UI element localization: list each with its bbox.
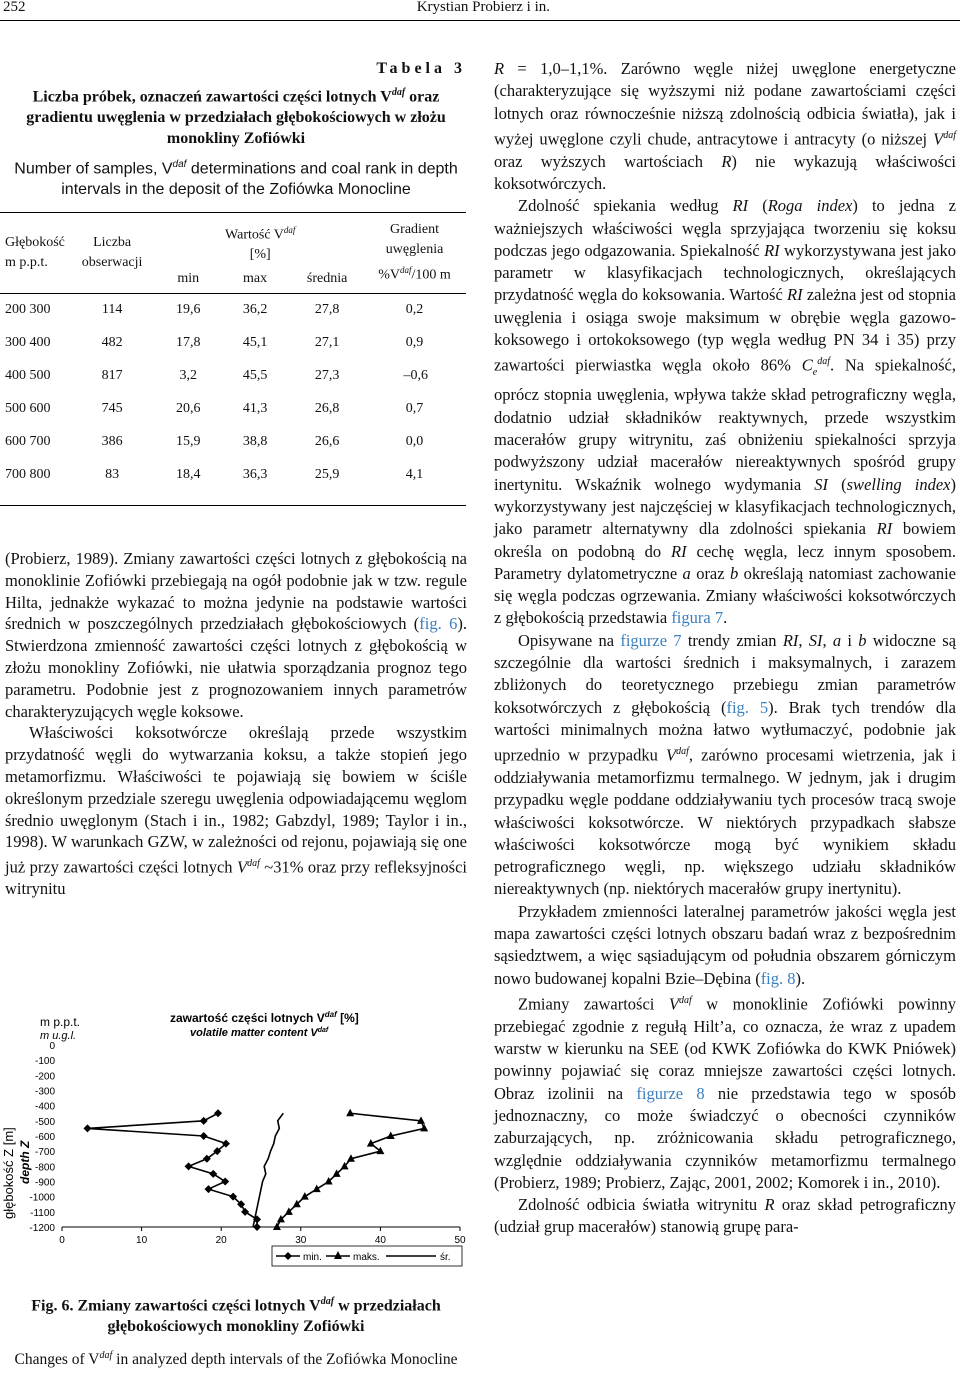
fig-7-link[interactable]: figura 7 <box>671 608 724 628</box>
table-row: 300 400 482 17,8 45,1 27,1 0,9 <box>5 334 424 350</box>
y-tick-label: 0 <box>49 1041 55 1052</box>
x-tick-label: 50 <box>454 1235 466 1246</box>
data-point-max <box>376 1147 384 1155</box>
y-tick-label: -600 <box>34 1132 55 1143</box>
table-caption-en: Number of samples, $V^{daf}$ determinations and coal rank in depth intervals in the deposit of the Zofiówka Monocline <box>14 159 458 199</box>
y-tick-label: -300 <box>34 1086 55 1098</box>
series-line-r <box>253 1113 283 1227</box>
data-point-min <box>83 1124 91 1132</box>
y-tick-label: -900 <box>34 1177 55 1189</box>
data-point-min <box>241 1208 249 1216</box>
y-tick-label: -100 <box>34 1056 55 1068</box>
paragraph: Przykładem zmienności lateralnej parametrów jakości węgla jest mapa zawartości części lotnych obszaru badań wraz z bezpośrednim sąsiedztwem, a więc sąsiadującym od południa obszarem górniczym nowo budowanej kopalni Bzie–Dębina (fig. 8). <box>494 901 956 988</box>
data-point-min <box>221 1178 229 1186</box>
y-axis-title-en: depth Z <box>18 1140 32 1184</box>
y-axis-title-pl: głębokość Z [m] <box>1 1127 16 1219</box>
y-tick-label: -1100 <box>30 1207 55 1219</box>
data-point-max <box>273 1223 281 1231</box>
page-header <box>0 0 960 21</box>
x-tick-label: 0 <box>59 1235 65 1246</box>
fig-7-link-2[interactable]: figurze 7 <box>620 630 682 650</box>
series-line-min <box>87 1113 257 1227</box>
x-tick-label: 10 <box>136 1235 148 1246</box>
paragraph: Zdolność spiekania według RI (Roga index) to jedna z ważniejszych właściwości węgla sprzyjająca tworzeniu się koksu podczas jego odgazowania. Spiekalność RI wykorzystywana jest jako parametr w klasyfikacjach technologicznych, określających przydatność węgla do koksowania. Wartość RI zależna jest od stopnia uwęglenia i osiąga swoje maksimum w obrębie węgla gazowo-koksowego i ortokoksowego (typ węgla według PN 34 i 35) przy zawartości pierwiastka węgla około 86% $C_e^{daf}$. Na spiekalność, oprócz stopnia uwęglenia, wpływa także skład petrograficzny węgla, dodatnio udział składników reaktywnych, przede wszystkim macerałów grupy witrynitu, zaś obniżeniu spiekalności sprzyja podwyższony udział macerałów niereaktywnych spośród grupy inertynitu. Wskaźnik wolnego wydymania SI (swelling index) wykorzystywany jest najczęściej w klasyfikacjach technologicznych, jako parametr alternatywny dla zdolności spiekania RI bowiem określa on podobną do RI cechę węgla, lecz innym sposobem. Parametry dylatometryczne a oraz b określają natomiast zachowanie się węgla podczas ogrzewania. Zmiany właściwości koksotwórczych z głębokością przedstawia figura 7. <box>494 196 957 628</box>
fig-8-link[interactable]: fig. 8 <box>760 968 796 988</box>
data-point-min <box>209 1170 217 1178</box>
body-text-right <box>494 58 956 1239</box>
y-tick-label: -200 <box>34 1071 55 1083</box>
x-tick-label: 30 <box>295 1235 307 1246</box>
table-number: Tabela 3 <box>376 60 466 77</box>
paragraph: Zdolność odbicia światła witrynitu R oraz skład petrograficzny (udział grup macerałów) stanowią grupę para- <box>494 1195 956 1237</box>
col-value-header: Wartość $V^{daf}$ [%] <box>225 224 296 263</box>
data-point-min <box>200 1117 208 1125</box>
y-tick-label: -700 <box>34 1147 55 1159</box>
data-point-max <box>346 1109 354 1117</box>
legend-mean: śr. <box>440 1252 451 1263</box>
legend-max: maks. <box>353 1252 380 1263</box>
table-row: 200 300 114 19,6 36,2 27,8 0,2 <box>5 302 424 318</box>
chart-title-pl: zawartość części lotnych $V^{daf}$ [%] <box>170 1010 359 1025</box>
figure-caption-pl: Fig. 6. Zmiany zawartości części lotnych $V^{daf}$ w przedziałach głębokościowych monokliny Zofiówki <box>31 1296 441 1336</box>
paragraph: Właściwości koksotwórcze określają przede wszystkim przydatność węgli do wytwarzania koksu, a także stopień jego metamorfizmu. Właściwości te pojawiają się bowiem w ściśle określonym przedziale szeregu uwęglenia odpowiadającemu węglom średnio uwęglonym (Stach i in., 1982; Gabzdyl, 1989; Taylor i in., 1998). W warunkach GZW, w zależności od rejonu, pojawiają się one już przy zawartości części lotnych $V^{daf}$ ~31% oraz przy refleksyjności witrynitu <box>5 723 468 899</box>
data-point-min <box>214 1109 222 1117</box>
data-point-min <box>185 1162 193 1170</box>
col-depth-header: Głębokość m p.p.t. <box>5 235 65 271</box>
chart-title-en: volatile matter content $V^{daf}$ <box>190 1027 329 1039</box>
paragraph: (Probierz, 1989). Zmiany zawartości części lotnych z głębokością na monoklinie Zofiówki przebiegają na ogół podobnie jak w tzw. regule Hilta, jednakże wykazać to można jedynie na podstawie wartości średnich w poszczególnych przedziałach głębokościowych (fig. 6). Stwierdzona zmienność zawartości części lotnych z głębokością w złożu monokliny Zofiówki, nie ułatwia sporządzania prognoz tego parametru. Podobnie jest z prognozowaniem innych parametrów charakteryzujących węgle koksowe. <box>5 549 467 721</box>
y-tick-label: -500 <box>34 1116 55 1128</box>
y-tick-label: -400 <box>34 1101 55 1113</box>
y-axis-label <box>1 1127 32 1219</box>
table-row: 500 600 745 20,6 41,3 26,8 0,7 <box>5 400 424 416</box>
legend-min: min. <box>303 1252 322 1263</box>
y-unit-pl: m p.p.t. <box>40 1015 81 1029</box>
col-max-header: max <box>243 270 268 286</box>
paragraph: Zmiany zawartości $V^{daf}$ w monoklinie Zofiówki powinny przebiegać zgodnie z regułą Hilt’a, co oznacza, że wraz z upadem warstw w kierunku na SEE (od KWK Zofiówka do KWK Pniówek) powinny pojawiać się coraz mniejsze zawartości części lotnych. Obraz izolinii na figurze 8 nie przedstawia tego w sposób jednoznaczny, co może świadczyć o obecności czynników zaburzających, np. zróżnicowania składu petrograficznego, względnie oddziaływania czynników metamorfizmu termalnego (Probierz, 1989; Probierz, Zając, 2001, 2002; Komorek i in., 2010). <box>494 994 956 1192</box>
data-table <box>0 212 466 506</box>
table-row: 700 800 83 18,4 36,3 25,9 4,1 <box>5 466 424 482</box>
data-point-max <box>313 1185 321 1193</box>
paragraph: R = 1,0–1,1%. Zarówno węgle niżej uwęglone energetyczne (charakteryzujące się wyższymi niż podane zawartościami części lotnych oraz równocześnie niższą zdolnością odbicia światła), jak i wyżej uwęglone czyli chude, antracytowe i antracyty (o niższej $V^{daf}$ oraz wyższych wartościach R) nie wykazują właściwości koksotwórczych. <box>494 59 956 193</box>
data-point-min <box>200 1132 208 1140</box>
col-mean-header: średnia <box>306 270 348 286</box>
table-caption-pl: Liczba próbek, oznaczeń zawartości części lotnych $V^{daf}$ oraz gradientu uwęglenia w przedziałach głębokościowych w złożu monokliny Zofiówki <box>26 87 446 148</box>
data-point-max <box>301 1192 309 1200</box>
fig-6-link[interactable]: fig. 6 <box>419 614 458 634</box>
table-row: 400 500 817 3,2 45,5 27,3 –0,6 <box>5 367 428 383</box>
col-min-header: min <box>177 270 200 286</box>
data-point-max <box>420 1124 428 1132</box>
body-text-left <box>5 548 467 900</box>
series-line-maks <box>277 1113 424 1227</box>
paragraph: Opisywane na figurze 7 trendy zmian RI, SI, a i b widoczne są szczególnie dla wartości średnich i maksymalnych, i zarazem zbliżonych do teoretycznego przebiegu zmian parametrów koksotwórczych z głębokością (fig. 5). Brak tych trendów dla wartości minimalnych można łatwo wytłumaczyć, podobnie jak uprzednio w przypadku $V^{daf}$, zarówno procesami wietrzenia, jak i oddziaływania metamorfizmu termalnego. W jednym, jak i drugim przypadku węgle poddane oddziaływaniu tych procesów tracą swoje właściwości koksotwórcze. W niektórych przypadkach słabsze właściwości koksotwórcze mogą być wynikiem składu petrograficznego węgli, np. większego udziału składników niereaktywnych (np. niektórych macerałów grupy inertynitu). <box>494 630 957 899</box>
figure-caption-en: Changes of $V^{daf}$ in analyzed depth intervals of the Zofiówka Monocline <box>14 1350 458 1369</box>
col-gradient-header: Gradient uwęglenia $\%V^{daf}/100$ m <box>378 222 451 283</box>
table-row: 600 700 386 15,9 38,8 26,6 0,0 <box>5 433 424 449</box>
page-number: 252 <box>3 0 26 15</box>
x-tick-label: 20 <box>215 1235 227 1246</box>
y-unit-en: m u.g.l. <box>40 1030 77 1042</box>
volatile-matter-depth-chart <box>0 1004 472 1286</box>
y-tick-label: -1200 <box>29 1223 55 1234</box>
data-point-min <box>204 1185 212 1193</box>
y-tick-label: -1000 <box>29 1192 55 1204</box>
fig-5-link[interactable]: fig. 5 <box>726 697 769 717</box>
chart-legend <box>272 1246 462 1266</box>
col-count-header: Liczba obserwacji <box>81 235 143 271</box>
fig-8-link-2[interactable]: figurze 8 <box>636 1083 705 1103</box>
running-head-authors: Krystian Probierz i in. <box>416 0 550 15</box>
x-tick-label: 40 <box>374 1235 386 1246</box>
y-tick-label: -800 <box>34 1162 55 1174</box>
